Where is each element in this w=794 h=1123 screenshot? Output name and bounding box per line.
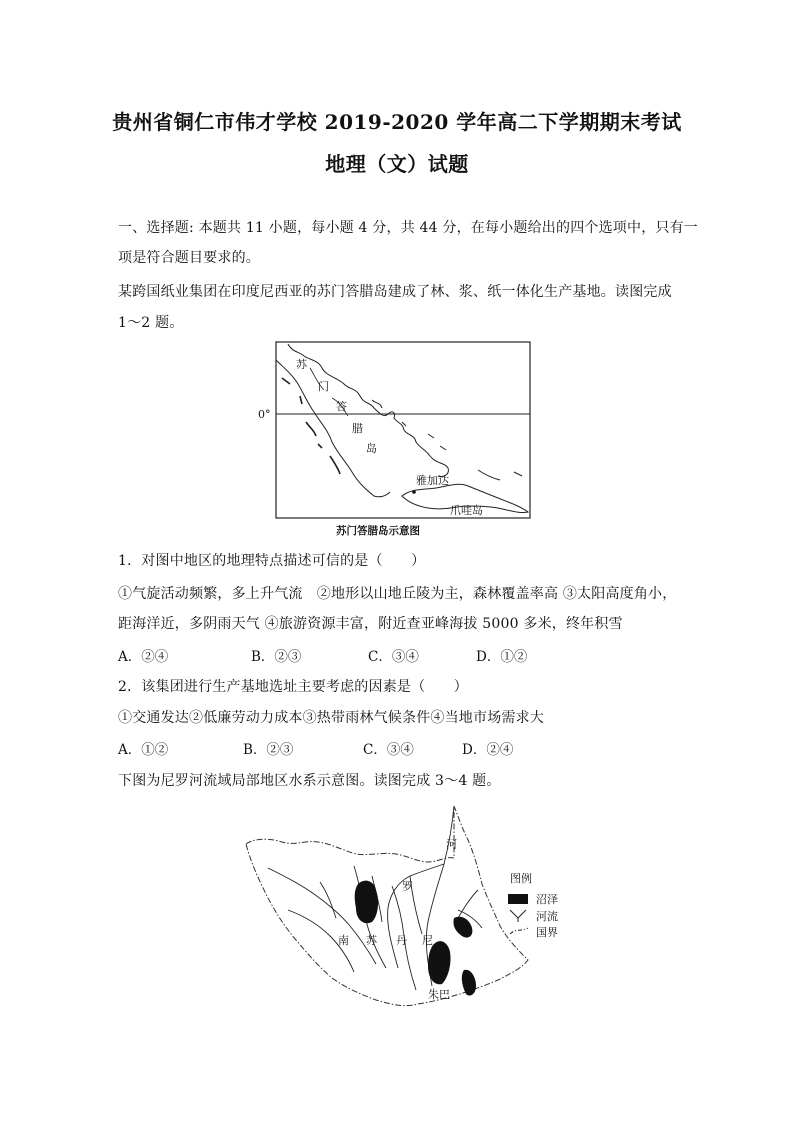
south-sudan-map bbox=[232, 798, 612, 1018]
section-heading-line2: 项是符合题目要求的。 bbox=[118, 250, 260, 266]
legend-swamp-label: 沼泽 bbox=[536, 893, 558, 906]
country-border bbox=[246, 806, 528, 1006]
java-label: 爪哇岛 bbox=[450, 504, 483, 517]
q2-option-c[interactable]: C．③④ bbox=[363, 742, 414, 758]
q2-statements: ①交通发达②低廉劳动力成本③热带雨林气候条件④当地市场需求大 bbox=[118, 710, 544, 726]
q1-option-a[interactable]: A．②④ bbox=[118, 649, 169, 665]
jakarta-marker bbox=[412, 490, 416, 494]
question-intro-3-4: 下图为尼罗河流域局部地区水系示意图。读图完成 3～4 题。 bbox=[118, 773, 501, 789]
q2-option-d[interactable]: D．②④ bbox=[462, 742, 514, 758]
q2-option-b[interactable]: B．②③ bbox=[243, 742, 294, 758]
q2-option-a[interactable]: A．①② bbox=[118, 742, 169, 758]
island-label-char-3: 答 bbox=[336, 400, 347, 413]
map-legend bbox=[508, 871, 558, 939]
sumatra-map bbox=[252, 338, 534, 544]
country-char-nan: 南 bbox=[338, 934, 349, 947]
q1-stem: 1．对图中地区的地理特点描述可信的是（ ） bbox=[118, 553, 426, 569]
juba-label: 朱巴 bbox=[428, 988, 450, 1001]
island-label-char-1: 苏 bbox=[296, 358, 307, 371]
country-char-su: 苏 bbox=[366, 934, 377, 947]
river-char-he: 河 bbox=[446, 838, 457, 851]
country-char-dan: 丹 bbox=[396, 934, 407, 947]
q1-option-c[interactable]: C．③④ bbox=[368, 649, 419, 665]
map-frame bbox=[276, 342, 530, 518]
jakarta-label: 雅加达 bbox=[416, 474, 449, 487]
q1-option-d[interactable]: D．①② bbox=[476, 649, 528, 665]
legend-river-label: 河流 bbox=[536, 910, 558, 923]
map1-caption: 苏门答腊岛示意图 bbox=[336, 525, 420, 537]
river-char-luo: 罗 bbox=[402, 880, 413, 893]
q2-stem: 2．该集团进行生产基地选址主要考虑的因素是（ ） bbox=[118, 679, 468, 695]
sumatra-coast-northeast bbox=[288, 344, 448, 477]
island-label-char-4: 腊 bbox=[352, 422, 363, 435]
legend-border-label: 国界 bbox=[536, 926, 558, 939]
western-islands bbox=[282, 378, 340, 474]
sumatra-coast-southwest bbox=[276, 360, 390, 497]
legend-river-symbol bbox=[510, 910, 526, 922]
q1-option-b[interactable]: B．②③ bbox=[251, 649, 302, 665]
question-intro-line1: 某跨国纸业集团在印度尼西亚的苏门答腊岛建成了林、浆、纸一体化生产基地。读图完成 bbox=[118, 284, 672, 300]
q1-statements-line1: ①气旋活动频繁，多上升气流 ②地形以山地丘陵为主，森林覆盖率高 ③太阳高度角小， bbox=[118, 586, 677, 602]
document-title-line1: 贵州省铜仁市伟才学校 2019-2020 学年高二下学期期末考试 bbox=[112, 110, 682, 134]
island-label-char-2: 门 bbox=[318, 380, 329, 393]
legend-border-symbol bbox=[510, 928, 528, 934]
legend-swamp-swatch bbox=[508, 894, 528, 904]
island-label-char-5: 岛 bbox=[366, 442, 377, 455]
document-title-line2: 地理（文）试题 bbox=[325, 152, 469, 176]
q1-statements-line2: 距海洋近，多阴雨天气 ④旅游资源丰富，附近查亚峰海拔 5000 多米，终年积雪 bbox=[118, 616, 623, 632]
question-intro-line2: 1～2 题。 bbox=[118, 315, 184, 331]
legend-title: 图例 bbox=[510, 872, 532, 885]
river-char-ni: 尼 bbox=[422, 934, 433, 947]
latitude-label: 0° bbox=[258, 408, 271, 421]
section-heading-line1: 一、选择题: 本题共 11 小题，每小题 4 分，共 44 分，在每小题给出的四个选项中，只有一 bbox=[118, 220, 699, 236]
eastern-islands bbox=[372, 400, 446, 450]
kalimantan-edge bbox=[478, 470, 522, 480]
